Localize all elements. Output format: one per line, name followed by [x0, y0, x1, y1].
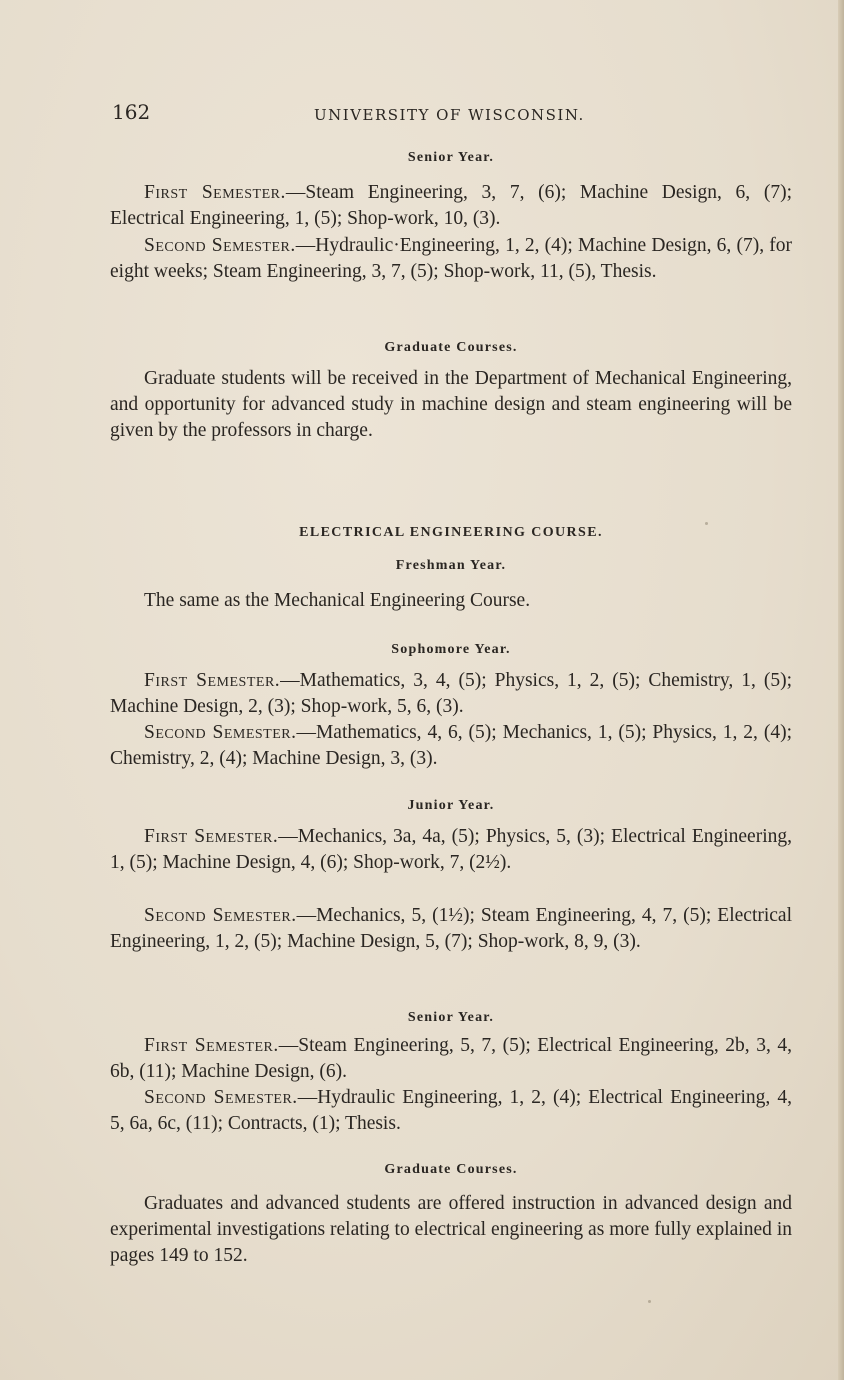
course-heading: ELECTRICAL ENGINEERING COURSE.: [299, 525, 603, 540]
senior-heading-block: [110, 1010, 792, 1026]
semester-text: —Steam Engineering, 5, 7, (5); Electrical Engineering, 2b, 3, 4, 6b, (11); Machine Design, (6).: [110, 1035, 792, 1082]
running-head: UNIVERSITY OF WISCONSIN.: [314, 106, 585, 124]
semester-text: —Steam Engineering, 3, 7, (6); Machine Design, 6, (7); Electrical Engineering, 1, (5); Shop-work, 10, (3).: [110, 182, 792, 229]
page-edge-shadow: [838, 0, 844, 1380]
mech-graduate-text-block: [110, 366, 792, 444]
semester-label: Second Semester.: [144, 235, 296, 256]
semester-text: —Mathematics, 4, 6, (5); Mechanics, 1, (5); Physics, 1, 2, (4); Chemistry, 2, (4); Machine Design, 3, (3).: [110, 722, 792, 769]
semester-text: —Mechanics, 3a, 4a, (5); Physics, 5, (3); Electrical Engineering, 1, (5); Machine Design, 4, (6); Shop-work, 7, (2½).: [110, 826, 792, 873]
junior-second-semester: [110, 903, 792, 955]
section-heading: Senior Year.: [407, 150, 495, 165]
electrical-graduate-heading-block: [110, 1162, 792, 1178]
semester-label: First Semester.: [144, 670, 281, 691]
section-heading: Junior Year.: [407, 798, 495, 813]
paper-speck: [705, 522, 708, 525]
semester-label: First Semester.: [144, 826, 279, 847]
semester-label: First Semester.: [144, 182, 286, 203]
section-heading: Freshman Year.: [395, 558, 507, 573]
paragraph: Graduate students will be received in the Department of Mechanical Engineering, and opportunity for advanced study in machine design and steam engineering will be given by the professors in charge.: [110, 368, 792, 441]
section-heading: Sophomore Year.: [391, 642, 511, 657]
junior-first-semester: [110, 824, 792, 876]
senior-second-semester: [110, 1085, 792, 1137]
sophomore-first-semester: [110, 668, 792, 720]
semester-text: —Hydraulic Engineering, 1, 2, (4); Electrical Engineering, 4, 5, 6a, 6c, (11); Contracts, (1); Thesis.: [110, 1087, 792, 1134]
freshman-heading-block: [110, 558, 792, 574]
semester-text: —Mathematics, 3, 4, (5); Physics, 1, 2, (5); Chemistry, 1, (5); Machine Design, 2, (3); Shop-work, 5, 6, (3).: [110, 670, 792, 717]
page-header: [112, 100, 792, 130]
mech-senior-first-semester: [110, 180, 792, 232]
sophomore-heading-block: [110, 642, 792, 658]
mech-senior-second-semester: [110, 233, 792, 285]
mech-graduate-section: [110, 340, 792, 356]
semester-label: Second Semester.: [144, 905, 297, 926]
page-number: 162: [112, 100, 151, 124]
junior-heading-block: [110, 798, 792, 814]
semester-label: First Semester.: [144, 1035, 279, 1056]
semester-label: Second Semester.: [144, 1087, 298, 1108]
paragraph: The same as the Mechanical Engineering Course.: [144, 590, 531, 611]
electrical-graduate-text-block: [110, 1191, 792, 1269]
semester-text: —Mechanics, 5, (1½); Steam Engineering, 4, 7, (5); Electrical Engineering, 1, 2, (5); Machine Design, 5, (7); Shop-work, 8, 9, (3).: [110, 905, 792, 952]
section-heading: Graduate Courses.: [384, 1162, 518, 1177]
section-heading: Senior Year.: [407, 1010, 495, 1025]
sophomore-second-semester: [110, 720, 792, 772]
electrical-course-heading-block: [110, 525, 792, 541]
semester-label: Second Semester.: [144, 722, 297, 743]
paragraph: Graduates and advanced students are offered instruction in advanced design and experimental investigations relating to electrical engineering as more fully explained in pages 149 to 152.: [110, 1193, 792, 1266]
section-heading: Graduate Courses.: [384, 340, 518, 355]
paper-speck: [648, 1300, 651, 1303]
semester-text: —Hydraulic·Engineering, 1, 2, (4); Machine Design, 6, (7), for eight weeks; Steam Engineering, 3, 7, (5); Shop-work, 11, (5), Thesis.: [110, 235, 792, 282]
freshman-text-block: [110, 588, 792, 614]
mech-senior-section: [110, 150, 792, 166]
senior-first-semester: [110, 1033, 792, 1085]
